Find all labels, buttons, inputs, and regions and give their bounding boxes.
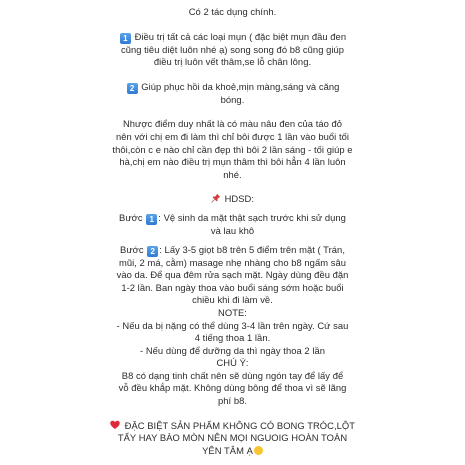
effect-1-block	[110, 31, 355, 69]
effect-2-line-1: Giúp phục hồi da khoẻ,mịn màng,sáng và căng	[141, 80, 340, 92]
effect-2-line-2: bóng.	[220, 93, 245, 105]
step-2-line-1: : Lấy 3-5 giọt b8 trên 5 điểm trên mặt ( Trán,	[159, 243, 345, 255]
pushpin-icon	[211, 193, 221, 203]
drawback-line-4: hà,chị em nào điều trị mụn thâm thì bôi hẳn 4 lần luôn	[119, 156, 346, 168]
keycap-one-icon: 1	[120, 33, 131, 44]
smiling-face-icon	[254, 446, 263, 455]
step-2-line-3: vào da. Để qua đêm rửa sạch mặt. Ngày dùng đều đặn	[116, 269, 349, 281]
drawback-line-3: thôi,còn c e nào chỉ cần đẹp thì bôi 2 lần sáng - tối giúp e	[112, 143, 353, 155]
step-2-line-5: chiều khi đi làm về.	[192, 294, 273, 306]
hdsd-title: HDSD:	[224, 193, 255, 205]
hdsd-block	[110, 193, 355, 307]
drawback-line-2: nên với chị em đi làm thì chỉ bôi được 1 lần vào buổi tối	[116, 130, 349, 142]
note-title: NOTE:	[218, 306, 247, 318]
effect-2-block	[110, 81, 355, 107]
effect-1-line-2: cũng tiêu diệt luôn nhé ạ) song song đó b8 cũng giúp	[120, 43, 345, 55]
keycap-two-icon: 2	[127, 83, 138, 94]
special-line-3: YÊN TÂM Ạ	[202, 444, 253, 456]
caution-block	[110, 357, 355, 407]
special-line-2: TẨY HAY BÀO MÒN NÊN MỌI NGUOIG HOÀN TOÀN	[117, 432, 348, 444]
red-heart-icon	[110, 420, 120, 430]
step-1-line-1: : Vệ sinh da mặt thật sạch trước khi sử dụng	[158, 211, 346, 223]
keycap-two-icon: 2	[147, 246, 158, 257]
caution-line-2: vỗ đều khắp mặt. Không dùng bông để thoa vì sẽ lãng	[118, 382, 347, 394]
step-2-prefix: Bước	[120, 243, 144, 255]
caution-line-3: phí b8.	[217, 395, 248, 407]
caution-line-1: B8 có dạng tinh chất nên sẽ dùng ngón tay để lấy để	[121, 369, 344, 381]
step-2-line-4: 1-2 lần. Ban ngày thoa vào buổi sáng sớm hoặc buổi	[121, 281, 344, 293]
step-1-line-2: và lau khô	[210, 224, 255, 236]
note-line-1: - Nếu da bị nặng có thể dùng 3-4 lần trên ngày. Cứ sau	[116, 319, 349, 331]
effect-1-line-3: điều trị luôn vết thâm,se lỗ chân lông.	[153, 56, 312, 68]
step-1-prefix: Bước	[119, 211, 143, 223]
drawback-line-5: nhé.	[223, 168, 242, 180]
keycap-one-icon: 1	[146, 214, 157, 225]
note-line-3: - Nếu dùng để dưỡng da thì ngày thoa 2 lần	[140, 344, 325, 356]
note-block	[110, 307, 355, 357]
effect-1-line-1: Điều trị tất cả các loại mụn ( đặc biệt mụn đầu đen	[134, 30, 347, 42]
special-line-1: ĐẶC BIỆT SẢN PHẨM KHÔNG CÓ BONG TRÓC,LỘT	[124, 419, 355, 431]
note-line-2: 4 tiếng thoa 1 lần.	[194, 332, 271, 344]
drawback-line-1: Nhược điểm duy nhất là có màu nâu đen của táo đỏ	[122, 118, 343, 130]
step-2-line-2: mũi, 2 má, cằm) masage nhẹ nhàng cho b8 ngấm sâu	[118, 256, 346, 268]
special-block	[110, 420, 355, 458]
caution-title: CHÚ Ý:	[216, 357, 249, 369]
drawback-block	[110, 118, 355, 181]
intro-text: Có 2 tác dụng chính.	[188, 6, 277, 17]
